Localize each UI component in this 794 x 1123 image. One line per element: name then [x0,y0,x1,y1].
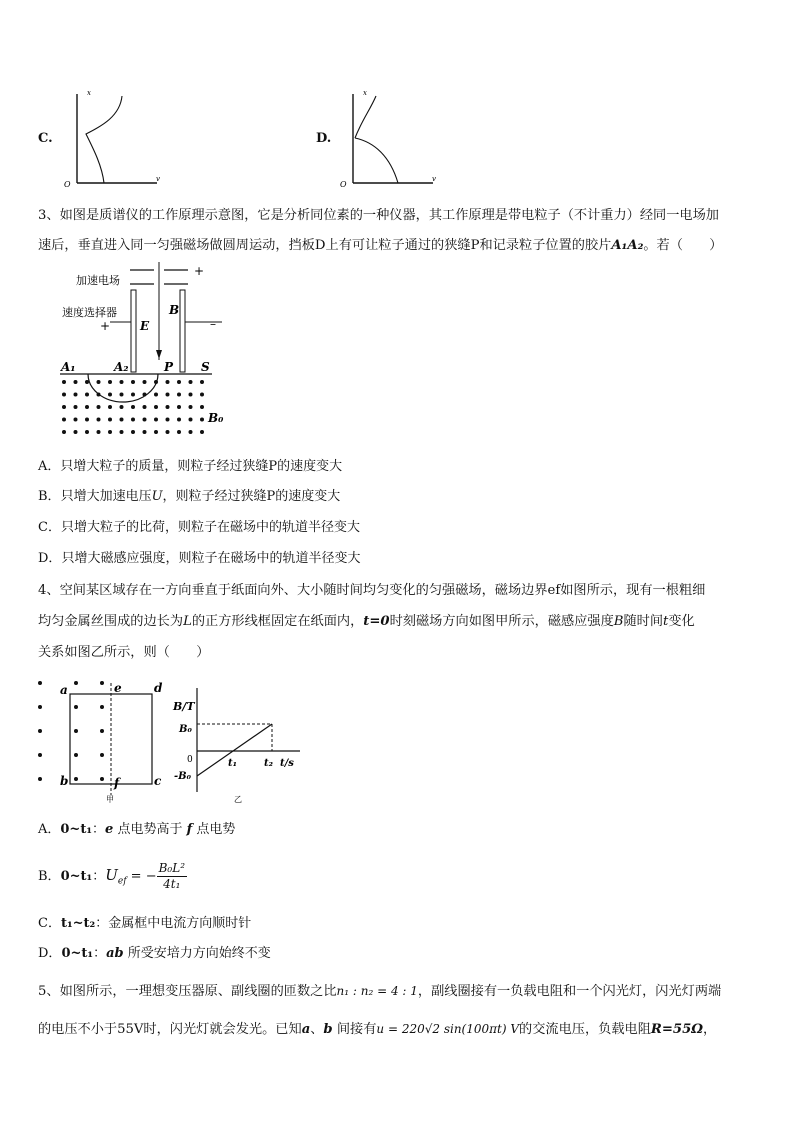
field-dot [74,753,78,757]
q4-t0: t=0 [363,614,390,629]
axis-x-label: x [87,89,91,97]
q4-text-e: 变化 [668,614,695,629]
field-dot [97,418,101,422]
field-dot [38,681,42,685]
option-text: 所受安培力方向始终不变 [123,946,271,961]
option-range: 0~t₁ [60,822,93,837]
semicircle-trajectory [88,374,158,402]
option-var-e: e [105,822,114,837]
magnetic-field-dots [62,380,204,434]
field-dot [74,705,78,709]
q5-var-b: b [323,1022,333,1037]
q3-stem-line1: 3、如图是质谱仪的工作原理示意图，它是分析同位素的一种仪器，其工作原理是带电粒子（不计重力）经同一电场加 [38,208,719,223]
option-letter: C． [38,916,61,931]
field-dot [97,430,101,434]
accel-field-label: 加速电场 [76,274,120,287]
q5-text-a: 5、如图所示，一理想变压器原、副线圈的匝数之比 [38,984,337,999]
q5-resistance: R=55Ω [650,1022,703,1037]
figure-yi-caption: 乙 [234,795,242,804]
field-dot [62,405,66,409]
option-equals: = − [126,869,157,884]
q3-option-b[interactable] [38,489,340,505]
field-dot [85,405,89,409]
q5-voltage-formula: u = 220√2 sin(100πt) V [376,1022,520,1036]
s-label: S [201,360,210,374]
q5-separator: 、 [310,1022,324,1037]
field-dot [108,430,112,434]
field-dot [108,393,112,397]
option-var-ab: ab [106,946,124,961]
field-dot [200,405,204,409]
field-dot [38,753,42,757]
field-dot [74,729,78,733]
field-dot [189,430,193,434]
field-dot [154,430,158,434]
field-dot [85,393,89,397]
field-dot [131,405,135,409]
option-text: ： [92,822,106,837]
field-dot [177,380,181,384]
option-range: t₁~t₂ [60,916,96,931]
velocity-selector-label: 速度选择器 [62,306,117,319]
figure-jia-caption: 甲 [106,795,114,804]
field-dot [154,405,158,409]
selector-plate-right [180,290,185,372]
accel-plus-sign: + [194,264,205,278]
option-letter: D． [38,551,62,566]
selector-plus-sign: + [100,319,111,333]
corner-b-label: b [60,774,69,788]
option-letter: B． [38,489,61,504]
field-dot [74,777,78,781]
q4-text-c: 时刻磁场方向如图甲所示，磁感应强度 [389,614,614,629]
field-dot [200,380,204,384]
fraction-denominator: 4t₁ [163,877,181,891]
axis-x-label: x [363,89,367,97]
q4-option-a[interactable] [38,822,235,838]
option-letter: A． [38,459,61,474]
field-dot [177,418,181,422]
b0-label: B₀ [208,411,224,425]
field-dot [189,380,193,384]
field-dot [143,405,147,409]
q5-turns-ratio: n₁ : n₂ = 4 : 1 [336,984,418,998]
option-text-b: ，则粒子经过狭缝P的速度变大 [162,489,341,504]
option-text: 点电势高于 [113,822,187,837]
field-dot [100,729,104,733]
field-dot [131,430,135,434]
field-dot [74,393,78,397]
q5-stem-line1 [38,983,721,1000]
field-dot [166,393,170,397]
field-dot [108,418,112,422]
option-letter: B． [38,869,61,884]
field-dot [166,405,170,409]
option-letter: C． [38,520,61,535]
field-dot [143,393,147,397]
field-dot [97,380,101,384]
t2-tick-label: t₂ [264,758,273,769]
field-dot [108,380,112,384]
q3-film-label: A₁A₂ [611,238,644,253]
field-dot [189,393,193,397]
q3-option-a[interactable] [38,459,342,475]
field-dot [38,729,42,733]
option-letter: D． [38,946,62,961]
q4-stem-line3: 关系如图乙所示，则（ ） [38,645,210,660]
q4-var-t: t [663,614,669,629]
neg-b0-tick-label: -B₀ [174,771,191,782]
t1-tick-label: t₁ [228,758,237,769]
t-axis-label: t/s [280,758,294,769]
option-text: ： [92,869,106,884]
q4-var-b: B [613,614,624,629]
path-arrow-icon [156,350,162,359]
q5-var-a: a [301,1022,311,1037]
selector-minus-sign: – [210,317,216,331]
field-dot [62,430,66,434]
field-dot [100,777,104,781]
q5-stem-line2 [38,1021,716,1038]
a1-label: A₁ [61,360,76,374]
q4-option-c[interactable] [38,916,251,932]
field-dot [74,405,78,409]
option-d-graph [336,86,446,190]
field-dot [154,380,158,384]
axis-origin-label: O [64,180,71,189]
field-dot [166,380,170,384]
slit-p-label: P [164,360,174,374]
axis-v-label: v [432,175,436,183]
field-dot [143,418,147,422]
field-dot [100,753,104,757]
field-dots [38,681,104,781]
field-dot [74,418,78,422]
field-dot [189,418,193,422]
field-dot [200,393,204,397]
field-dot [97,393,101,397]
q4-option-d[interactable] [38,946,271,962]
q3-stem-line2 [38,238,722,254]
q5-text-d: ， [703,1022,717,1037]
q3-stem-text-b: 。若（ ） [643,238,723,253]
a2-label: A₂ [114,360,129,374]
option-text: ： [93,946,107,961]
field-dot [62,393,66,397]
q5-text-a: 的电压不小于55V时，闪光灯就会发光。已知 [38,1022,302,1037]
option-var-u: U [151,489,163,504]
curve [86,96,122,183]
field-dot [131,418,135,422]
field-dot [62,380,66,384]
q4-option-b[interactable] [38,856,187,901]
e-field-label: E [140,319,150,333]
field-dot [200,430,204,434]
q4-text-a: 均匀金属丝围成的边长为 [38,614,184,629]
b-field-label: B [169,303,180,317]
field-dot [166,430,170,434]
option-text: 点电势 [192,822,236,837]
field-dot [100,705,104,709]
point-e-label: e [114,681,122,695]
field-dot [100,681,104,685]
field-dot [200,418,204,422]
option-range: 0~t₁ [61,946,94,961]
field-dot [120,418,124,422]
field-dot [62,418,66,422]
field-dot [120,380,124,384]
y-axis-label: B/T [173,700,195,713]
field-dot [120,430,124,434]
axis-v-label: v [156,175,160,183]
corner-d-label: d [154,681,163,695]
option-fraction [157,861,187,892]
q3-option-c[interactable] [38,520,360,536]
axis-origin-label: O [340,180,347,189]
field-dot [177,430,181,434]
field-dot [38,777,42,781]
option-var-f: f [186,822,193,837]
q3-option-d[interactable] [38,551,360,567]
mass-spectrometer-figure [58,262,233,440]
field-dot [120,405,124,409]
field-dot [120,393,124,397]
option-var-u: U [105,866,118,884]
b0-tick-label: B₀ [179,724,192,735]
b-t-graph [170,680,305,805]
corner-c-label: c [154,774,162,788]
option-text: 只增大粒子的比荷，则粒子在磁场中的轨道半径变大 [60,520,360,535]
field-dot [74,681,78,685]
q5-text-c: 的交流电压，负载电阻 [519,1022,651,1037]
field-dot [131,393,135,397]
field-dot [108,405,112,409]
selector-plate-left [131,290,136,372]
curve [355,96,398,183]
field-dot [85,418,89,422]
q4-var-l: L [183,614,192,629]
q5-text-b: 间接有 [332,1022,377,1037]
option-letter: A． [38,822,61,837]
option-d-label: D. [316,131,332,146]
fraction-numerator: B₀L² [158,861,186,875]
corner-a-label: a [60,683,68,697]
field-dot [154,393,158,397]
field-dot [166,418,170,422]
origin-label: 0 [187,755,193,765]
field-dot [177,393,181,397]
field-dot [131,380,135,384]
option-c-graph [60,86,170,190]
option-text: ：金属框中电流方向顺时针 [95,916,252,931]
q3-stem-text-a: 速后，垂直进入同一匀强磁场做圆周运动，挡板D上有可让粒子通过的狭缝P和记录粒子位置的胶片 [38,238,612,253]
field-dot [143,380,147,384]
field-dot [74,430,78,434]
option-text-a: 只增大加速电压 [60,489,152,504]
field-dot [143,430,147,434]
q4-text-d: 随时间 [623,614,664,629]
field-dot [189,405,193,409]
field-dot [85,430,89,434]
option-c-label: C. [38,131,53,146]
field-dot [85,380,89,384]
field-dot [177,405,181,409]
field-dot [154,418,158,422]
q4-stem-line1: 4、空间某区域存在一方向垂直于纸面向外、大小随时间均匀变化的匀强磁场，磁场边界ef如图所示，现有一根粗细 [38,583,706,598]
square-frame-figure [30,675,170,805]
q5-text-b: ，副线圈接有一负载电阻和一个闪光灯，闪光灯两端 [417,984,722,999]
field-dot [97,405,101,409]
option-subscript: ef [117,876,127,887]
option-text: 只增大磁感应强度，则粒子在磁场中的轨道半径变大 [61,551,361,566]
option-text: 只增大粒子的质量，则粒子经过狭缝P的速度变大 [60,459,343,474]
point-f-label: f [114,776,120,790]
option-range: 0~t₁ [60,869,93,884]
q4-text-b: 的正方形线框固定在纸面内， [191,614,364,629]
field-dot [74,380,78,384]
field-dot [38,705,42,709]
q4-stem-line2 [38,614,695,630]
